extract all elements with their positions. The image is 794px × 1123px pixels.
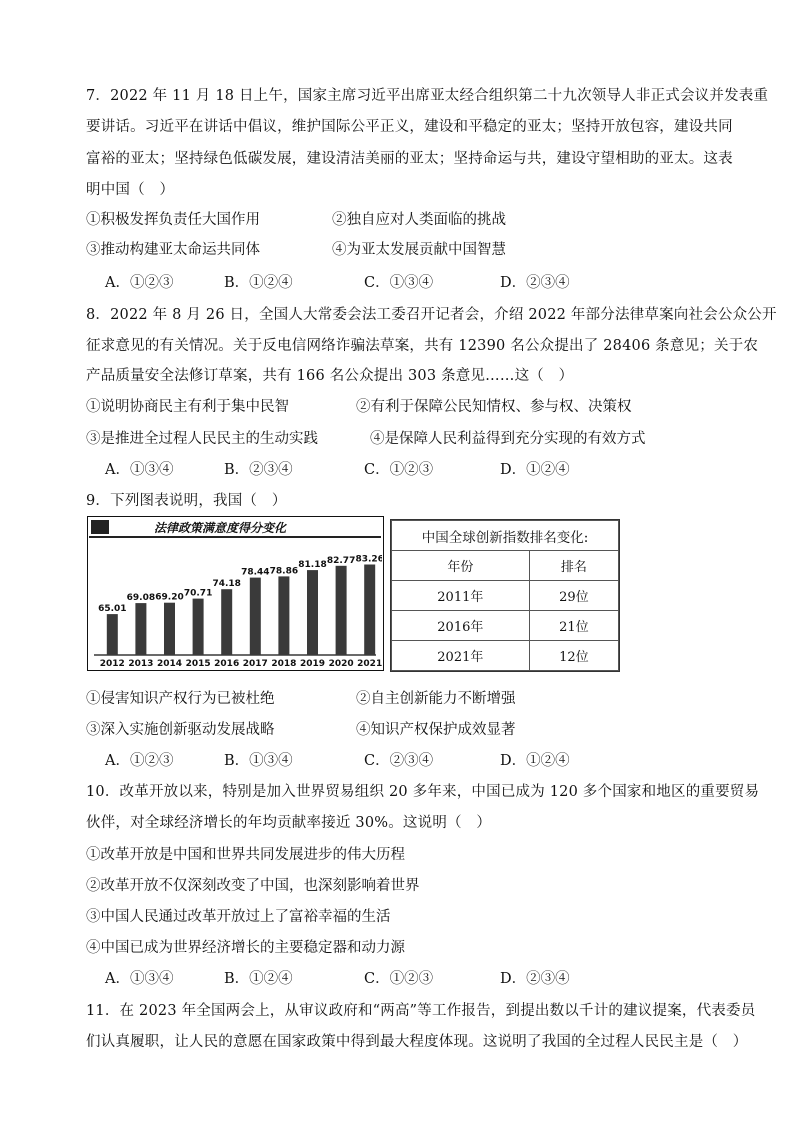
- q8-stem-line-2: 征求意见的有关情况。关于反电信网络诈骗法草案，共有 12390 名公众提出了 28406 条意见；关于农: [86, 338, 759, 354]
- q9-stem: 9．下列图表说明，我国（ ）: [86, 493, 287, 509]
- chart-data-label: 82.77: [326, 555, 356, 566]
- q8-option-2: ②有利于保障公民知情权、参与权、决策权: [356, 399, 632, 415]
- chart-bar: [364, 565, 375, 656]
- q10-choice-c[interactable]: C．①②③: [364, 971, 434, 987]
- q10-choice-b[interactable]: B．①②④: [224, 971, 293, 987]
- chart-x-tick-label: 2012: [99, 659, 125, 669]
- q9-option-4: ④知识产权保护成效显著: [356, 722, 516, 738]
- q10-option-3: ③中国人民通过改革开放过上了富裕幸福的生活: [86, 909, 391, 925]
- chart-data-label: 69.08: [126, 593, 156, 604]
- q7-option-1: ①积极发挥负责任大国作用: [86, 212, 260, 228]
- q7-stem-line-3: 富裕的亚太；坚持绿色低碳发展，建设清洁美丽的亚太；坚持命运与共，建设守望相助的亚太。这表: [86, 151, 733, 167]
- chart-bar: [164, 603, 175, 655]
- chart-title: 法律政策满意度得分变化: [153, 521, 287, 535]
- table-cell: 2016年: [392, 611, 530, 641]
- q7-option-2: ②独自应对人类面临的挑战: [332, 212, 506, 228]
- q7-choice-d[interactable]: D．②③④: [500, 275, 570, 291]
- q9-choice-d[interactable]: D．①②④: [500, 753, 570, 769]
- q9-choice-c[interactable]: C．②③④: [364, 753, 434, 769]
- q9-option-2: ②自主创新能力不断增强: [356, 691, 516, 707]
- q10-choice-d[interactable]: D．②③④: [500, 971, 570, 987]
- chart-x-tick-label: 2018: [271, 659, 297, 669]
- q7-option-4: ④为亚太发展贡献中国智慧: [332, 242, 506, 258]
- q11-stem-line-2: 们认真履职，让人民的意愿在国家政策中得到最大程度体现。这说明了我国的全过程人民民主是（ ）: [86, 1034, 748, 1050]
- q7-choice-a[interactable]: A．①②③: [105, 275, 174, 291]
- chart-data-label: 69.20: [155, 592, 184, 603]
- table-cell: 2021年: [392, 641, 530, 671]
- chart-data-label: 65.01: [98, 604, 127, 615]
- q9-choice-b[interactable]: B．①③④: [224, 753, 293, 769]
- q10-stem-line-2: 伙伴，对全球经济增长的年均贡献率接近 30%。这说明（ ）: [86, 815, 492, 831]
- q10-option-2: ②改革开放不仅深刻改变了中国，也深刻影响着世界: [86, 878, 420, 894]
- chart-x-tick-label: 2017: [242, 659, 268, 669]
- chart-x-tick-label: 2021: [357, 659, 382, 669]
- q7-choice-c[interactable]: C．①③④: [364, 275, 434, 291]
- q10-option-4: ④中国已成为世界经济增长的主要稳定器和动力源: [86, 940, 405, 956]
- q8-stem-line-3: 产品质量安全法修订草案，共有 166 名公众提出 303 条意见……这（ ）: [86, 368, 574, 384]
- chart-bar: [307, 570, 318, 655]
- table-header-year: 年份: [392, 551, 530, 581]
- chart-data-label: 81.18: [298, 560, 327, 571]
- q8-choice-c[interactable]: C．①②③: [364, 462, 434, 478]
- q8-choice-d[interactable]: D．①②④: [500, 462, 570, 478]
- innovation-index-table: [390, 519, 620, 672]
- q7-stem-line-1: 7．2022 年 11 月 18 日上午，国家主席习近平出席亚太经合组织第二十九次领导人非正式会议并发表重: [86, 88, 769, 104]
- q8-choice-b[interactable]: B．②③④: [224, 462, 293, 478]
- chart-bar: [278, 576, 289, 655]
- q7-stem-line-2: 要讲话。习近平在讲话中倡议，维护国际公平正义，建设和平稳定的亚太；坚持开放包容，建设共同: [86, 119, 733, 135]
- q10-choice-a[interactable]: A．①③④: [105, 971, 174, 987]
- chart-canvas: [88, 517, 382, 669]
- table-cell: 12位: [529, 641, 618, 671]
- q9-option-1: ①侵害知识产权行为已被杜绝: [86, 691, 275, 707]
- table-cell: 29位: [529, 581, 618, 611]
- chart-title-badge: [91, 520, 109, 534]
- chart-data-label: 78.86: [269, 566, 299, 577]
- chart-x-tick-label: 2015: [185, 659, 211, 669]
- table-cell: 21位: [529, 611, 618, 641]
- table-caption: 中国全球创新指数排名变化:: [392, 521, 619, 551]
- q11-stem-line-1: 11．在 2023 年全国两会上，从审议政府和“两高”等工作报告，到提出数以千计的建议提案，代表委员: [86, 1003, 756, 1019]
- chart-x-tick-label: 2019: [299, 659, 326, 669]
- q7-choice-b[interactable]: B．①②④: [224, 275, 293, 291]
- q10-stem-line-1: 10．改革开放以来，特别是加入世界贸易组织 20 多年来，中国已成为 120 多个国家和地区的重要贸易: [86, 784, 760, 800]
- chart-x-tick-label: 2020: [328, 659, 354, 669]
- chart-bar: [250, 578, 261, 655]
- q7-stem-line-4: 明中国（ ）: [86, 182, 175, 198]
- q8-option-4: ④是保障人民利益得到充分实现的有效方式: [370, 431, 646, 447]
- q10-option-1: ①改革开放是中国和世界共同发展进步的伟大历程: [86, 847, 405, 863]
- chart-bar: [193, 599, 204, 655]
- chart-bar: [135, 603, 146, 655]
- chart-x-tick-label: 2013: [128, 659, 154, 669]
- chart-bar: [336, 566, 347, 655]
- chart-data-label: 74.18: [212, 579, 241, 590]
- q8-option-3: ③是推进全过程人民民主的生动实践: [86, 431, 318, 447]
- q7-option-3: ③推动构建亚太命运共同体: [86, 242, 260, 258]
- chart-bar: [221, 589, 232, 655]
- q9-option-3: ③深入实施创新驱动发展战略: [86, 722, 275, 738]
- chart-data-label: 78.44: [241, 567, 270, 578]
- table-header-rank: 排名: [529, 551, 618, 581]
- q8-option-1: ①说明协商民主有利于集中民智: [86, 399, 289, 415]
- table-cell: 2011年: [392, 581, 530, 611]
- chart-x-tick-label: 2014: [156, 659, 183, 669]
- chart-x-tick-label: 2016: [214, 659, 240, 669]
- q8-choice-a[interactable]: A．①③④: [105, 462, 174, 478]
- chart-data-label: 83.26: [355, 554, 382, 565]
- satisfaction-bar-chart: [87, 516, 384, 671]
- chart-data-label: 70.71: [183, 588, 213, 599]
- q8-stem-line-1: 8．2022 年 8 月 26 日，全国人大常委会法工委召开记者会，介绍 2022 年部分法律草案向社会公众公开: [86, 307, 777, 323]
- chart-bar: [107, 614, 118, 655]
- q9-choice-a[interactable]: A．①②③: [105, 753, 174, 769]
